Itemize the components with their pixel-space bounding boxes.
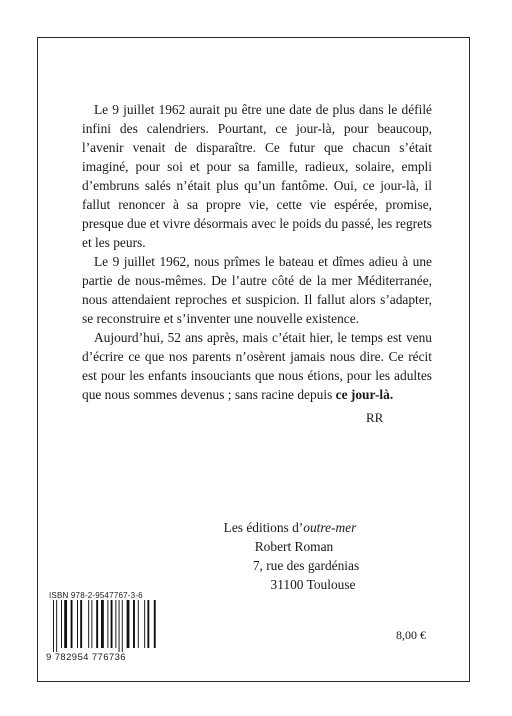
barcode-bar	[144, 600, 145, 648]
barcode-bar	[119, 600, 120, 652]
publisher-city: 31100 Toulouse	[270, 577, 356, 592]
author-initials: RR	[366, 410, 384, 425]
barcode-bar	[133, 600, 135, 648]
publisher-street: 7, rue des gardénias	[252, 558, 360, 573]
paragraph-2: Le 9 juillet 1962, nous prîmes le bateau et dîmes adieu à une partie de nous-mêmes. De l’autre côté de la mer Méditerranée, nous attendaient reproches et suspicion. Il fallut alors s’adapter, se reconstruire et s’inventer une nouvelle existence.	[82, 254, 432, 326]
barcode-bar	[56, 600, 57, 652]
barcode-digits: 9 782954 776736	[46, 652, 126, 663]
barcode-bar	[154, 600, 156, 648]
barcode-bar	[107, 600, 108, 648]
barcode-bar	[111, 600, 113, 648]
barcode-bar	[71, 600, 73, 648]
barcode-bar	[122, 600, 123, 652]
barcode-bar	[127, 600, 130, 648]
price-label: 8,00 €	[396, 628, 426, 642]
paragraph-1: Le 9 juillet 1962 aurait pu être une date de plus dans le défilé infini des calendriers. Pourtant, ce jour-là, pour beaucoup, l’avenir venait de disparaître. Ce futur que chacun s’était imaginé, pour soi et pour sa famille, radieux, solaire, empli d’embruns salés n’était plus qu’un fantôme. Oui, ce jour-là, il fallut renoncer à sa propre vie, cette vie espérée, promise, presque due et vivre désormais avec le poids du passé, les regrets et les peurs.	[82, 102, 432, 250]
publisher-prefix: Les éditions d’	[223, 520, 304, 535]
barcode-image	[47, 600, 157, 652]
barcode-bar	[147, 600, 149, 648]
barcode-bar	[77, 600, 78, 648]
publisher-person: Robert Roman	[254, 539, 334, 554]
barcode-bars	[47, 600, 157, 652]
barcode-bar	[80, 600, 82, 648]
closing-bold-phrase: ce jour-là.	[335, 387, 394, 402]
publisher-block	[170, 518, 410, 594]
barcode-bar	[91, 600, 92, 648]
back-cover-text	[82, 100, 432, 404]
barcode-bar	[138, 600, 139, 648]
barcode-bar	[101, 600, 104, 648]
publisher-imprint: outre-mer	[303, 520, 357, 535]
barcode-bar	[61, 600, 62, 648]
publisher-name	[170, 518, 410, 537]
barcode-bar	[53, 600, 54, 652]
paragraph-3-text: Aujourd’hui, 52 ans après, mais c’était hier, le temps est venu d’écrire ce que nos parents n’osèrent jamais nous dire. Ce récit est pour les enfants insouciants que nous étions, pour les adultes que nous sommes devenus ; sans racine depuis	[82, 330, 432, 402]
barcode-bar	[96, 600, 98, 648]
barcode-bar	[115, 600, 116, 648]
barcode-bar	[88, 600, 89, 648]
paragraph-3	[82, 328, 432, 404]
barcode-bar	[64, 600, 67, 648]
isbn-label: ISBN 978-2-9547767-3-6	[49, 591, 143, 600]
